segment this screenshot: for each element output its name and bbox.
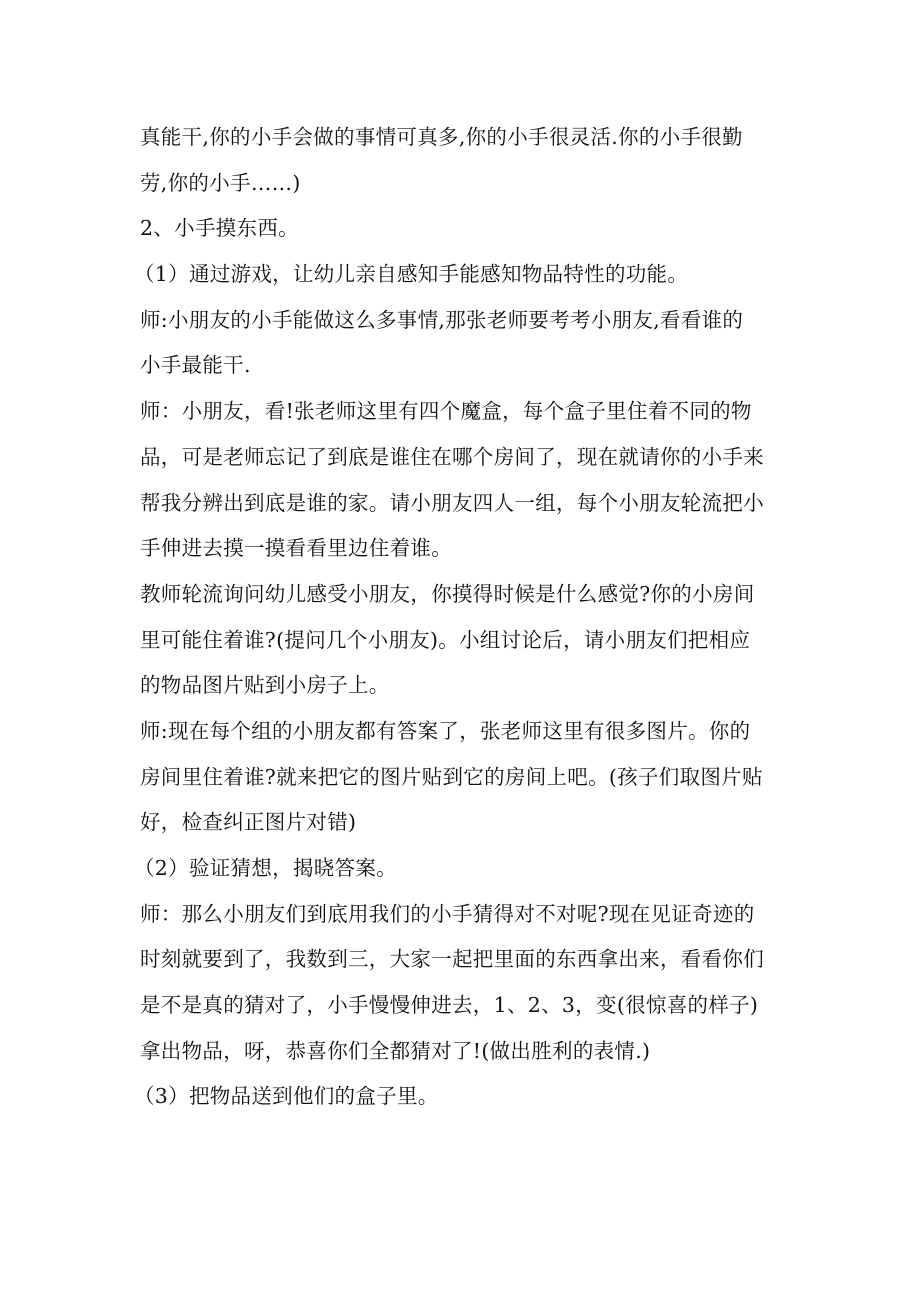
text-line: 好，检查纠正图片对错) xyxy=(140,810,357,835)
text-line: 里可能住着谁?(提问几个小朋友)。小组讨论后，请小朋友们把相应 xyxy=(140,627,751,652)
text-line: 的物品图片贴到小房子上。 xyxy=(140,673,390,698)
text-line: 师:现在每个组的小朋友都有答案了，张老师这里有很多图片。你的 xyxy=(140,718,751,743)
text-line: 真能干,你的小手会做的事情可真多,你的小手很灵活.你的小手很勤 xyxy=(140,125,743,149)
text-line: 师：那么小朋友们到底用我们的小手猜得对不对呢?现在见证奇迹的 xyxy=(140,901,755,926)
text-line: （1）通过游戏，让幼儿亲自感知手能感知物品特性的功能。 xyxy=(134,262,689,287)
text-line: 帮我分辨出到底是谁的家。请小朋友四人一组，每个小朋友轮流把小 xyxy=(140,490,764,515)
text-line: 劳,你的小手……) xyxy=(140,170,301,195)
text-line: 时刻就要到了，我数到三，大家一起把里面的东西拿出来，看看你们 xyxy=(140,947,764,972)
text-line: （3）把物品送到他们的盒子里。 xyxy=(134,1084,439,1109)
document-body xyxy=(134,115,785,1120)
text-line: 小手最能干. xyxy=(140,353,251,378)
text-line: （2）验证猜想，揭晓答案。 xyxy=(134,856,397,880)
text-line: 师：小朋友，看!张老师这里有四个魔盒，每个盒子里住着不同的物 xyxy=(140,399,752,424)
text-line: 教师轮流询问幼儿感受小朋友，你摸得时候是什么感觉?你的小房间 xyxy=(140,581,755,606)
text-line: 手伸进去摸一摸看看里边住着谁。 xyxy=(140,536,452,561)
text-line: 2、小手摸东西。 xyxy=(140,216,299,241)
text-line: 品，可是老师忘记了到底是谁住在哪个房间了，现在就请你的小手来 xyxy=(140,444,764,469)
text-line: 拿出物品，呀，恭喜你们全都猜对了!(做出胜利的表情.) xyxy=(140,1038,651,1063)
text-line: 师:小朋友的小手能做这么多事情,那张老师要考考小朋友,看看谁的 xyxy=(140,307,744,332)
text-line: 房间里住着谁?就来把它的图片贴到它的房间上吧。(孩子们取图片贴 xyxy=(140,764,763,789)
text-line: 是不是真的猜对了，小手慢慢伸进去，1、2、3，变(很惊喜的样子) xyxy=(140,993,759,1018)
